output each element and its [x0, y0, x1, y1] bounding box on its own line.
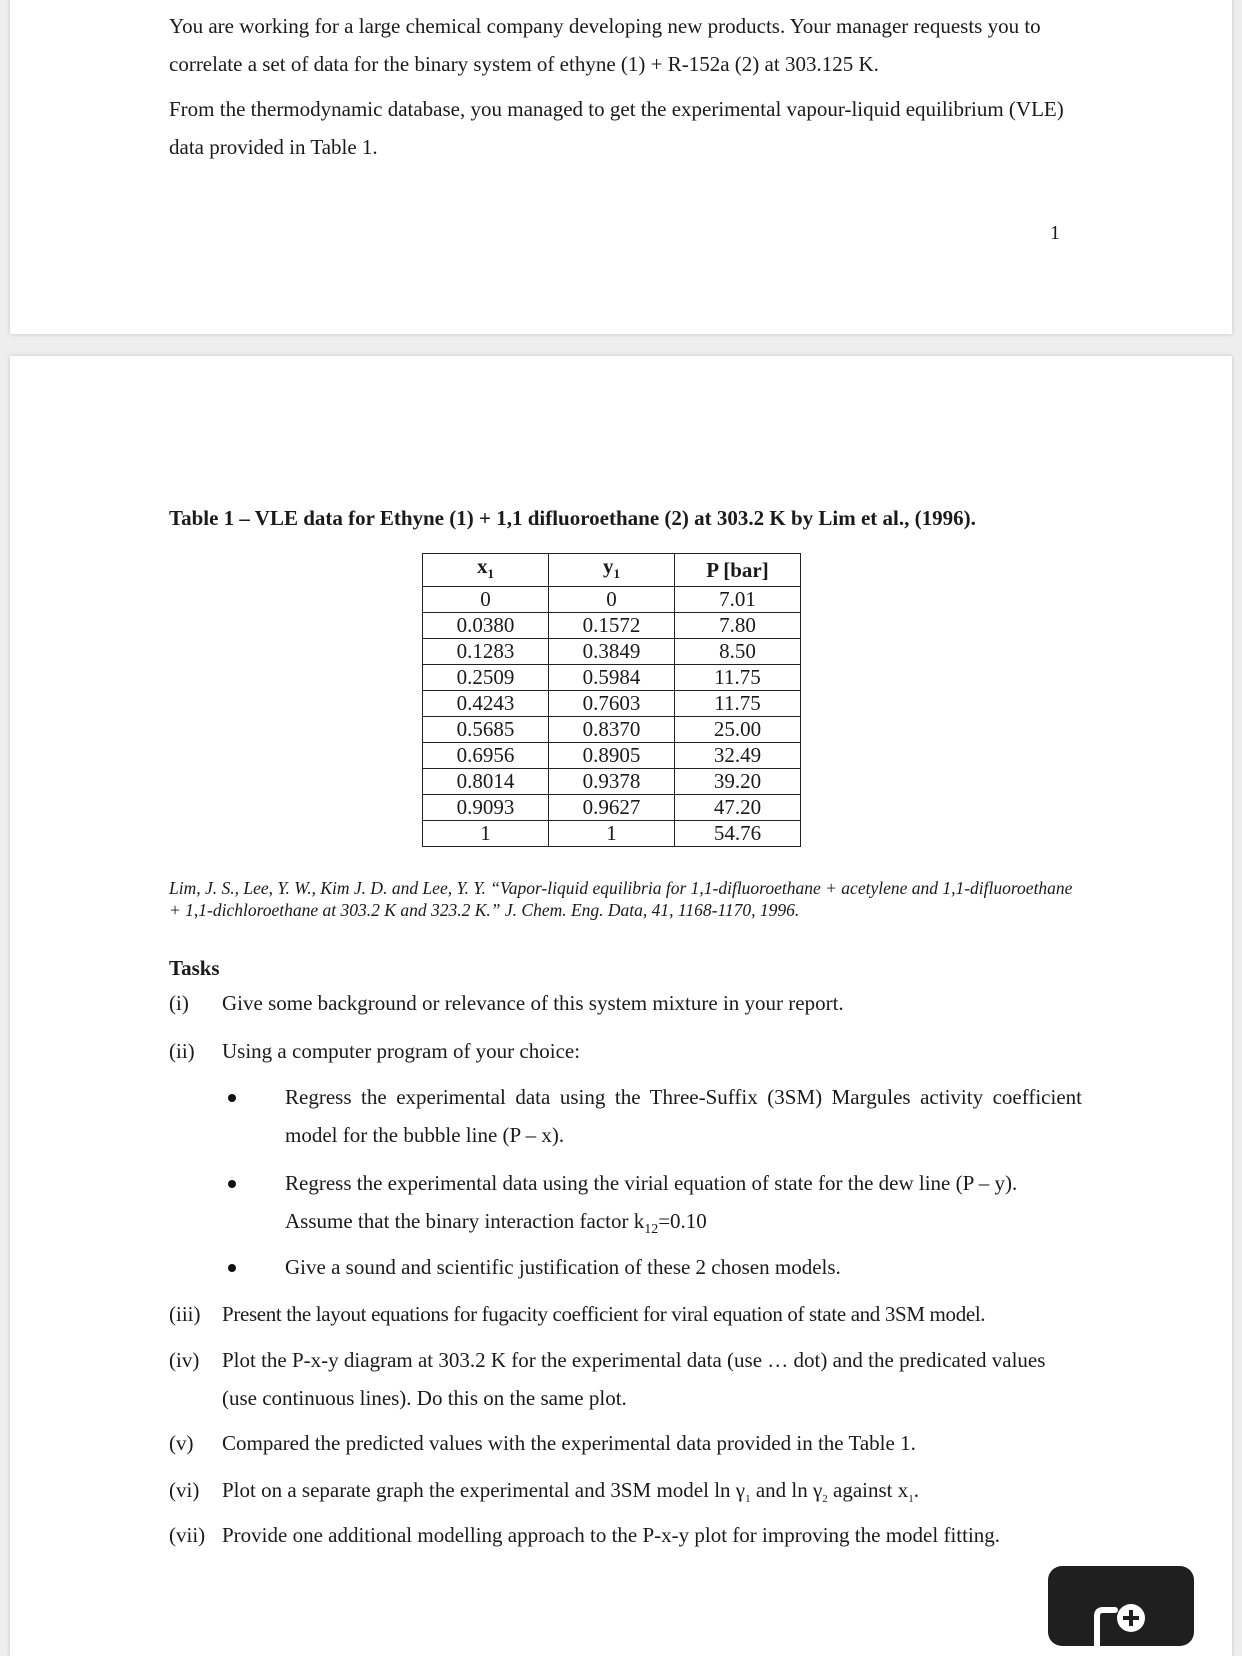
cell-x1: 0.0380 [423, 613, 549, 639]
tasks-heading: Tasks [169, 956, 220, 980]
table-row [423, 795, 801, 821]
cell-y1: 0.8905 [549, 743, 675, 769]
cell-x1: 0.4243 [423, 691, 549, 717]
cell-y1: 0.3849 [549, 639, 675, 665]
task-text: Compared the predicted values with the experimental data provided in the Table 1. [222, 1431, 916, 1455]
bullet-text: Regress the experimental data using the virial equation of state for the dew line (P – y). Assume that the binary interaction factor $k_{12}=0.10$ [285, 1171, 1018, 1238]
page-number: 1 [1050, 222, 1060, 244]
task-number: (vii) [169, 1523, 206, 1547]
cell-p: 8.50 [675, 639, 801, 665]
table-row [423, 665, 801, 691]
cell-x1: 0.1283 [423, 639, 549, 665]
task-text: Give some background or relevance of this system mixture in your report. [222, 991, 844, 1015]
cell-x1: 0.5685 [423, 717, 549, 743]
cell-x1: 0.9093 [423, 795, 549, 821]
task-number: (iii) [169, 1302, 201, 1326]
table-row [423, 639, 801, 665]
task-number: (ii) [169, 1039, 195, 1063]
database-text: From the thermodynamic database, you managed to get the experimental vapour-liquid equilibrium (VLE) data provided in Table 1. [169, 97, 1064, 159]
table-row [423, 717, 801, 743]
bullet-dot [228, 1094, 236, 1102]
cell-p: 11.75 [675, 665, 801, 691]
database-paragraph [169, 90, 1071, 166]
cell-p: 47.20 [675, 795, 801, 821]
task-text: Plot on a separate graph the experimental and 3SM model $\ln \gamma_1$ and $\ln \gamma_2$ against $x_1$. [222, 1478, 919, 1506]
cell-p: 11.75 [675, 691, 801, 717]
task-number: (i) [169, 991, 189, 1015]
bullet-dot [228, 1180, 236, 1188]
task-number: (iv) [169, 1348, 200, 1372]
cell-p: 7.80 [675, 613, 801, 639]
bullet-dot [228, 1264, 236, 1272]
task-text: Provide one additional modelling approach to the P-x-y plot for improving the model fitting. [222, 1523, 1001, 1547]
header-x1: $x_1$ [423, 554, 549, 587]
cell-y1: 0.1572 [549, 613, 675, 639]
cell-y1: 1 [549, 821, 675, 847]
task-text: Plot the P-x-y diagram at 303.2 K for the experimental data (use … dot) and the predicated values (use continuous lines). Do this on the same plot. [222, 1348, 1046, 1410]
task-text: Present the layout equations for fugacity coefficient for viral equation of state and 3SM model. [222, 1302, 986, 1326]
document-page-1 [10, 0, 1232, 334]
header-pressure: P [bar] [675, 554, 801, 587]
header-y1: $y_1$ [549, 554, 675, 587]
cell-p: 54.76 [675, 821, 801, 847]
cell-y1: 0 [549, 587, 675, 613]
document-page-2 [10, 356, 1232, 1656]
cell-x1: 0 [423, 587, 549, 613]
cell-y1: 0.7603 [549, 691, 675, 717]
add-icon [1093, 1602, 1149, 1646]
intro-paragraph [169, 7, 1071, 83]
table-title: Table 1 – VLE data for Ethyne (1) + 1,1 difluoroethane (2) at 303.2 K by Lim et al., (1996). [169, 506, 976, 530]
vle-data-table [422, 553, 801, 847]
table-row [423, 769, 801, 795]
table-row [423, 821, 801, 847]
cell-p: 25.00 [675, 717, 801, 743]
cell-x1: 0.6956 [423, 743, 549, 769]
cell-p: 7.01 [675, 587, 801, 613]
table-row [423, 587, 801, 613]
task-number: (vi) [169, 1478, 200, 1502]
table-row [423, 613, 801, 639]
cell-p: 39.20 [675, 769, 801, 795]
cell-x1: 1 [423, 821, 549, 847]
floating-action-button[interactable] [1048, 1566, 1194, 1646]
cell-y1: 0.9378 [549, 769, 675, 795]
cell-y1: 0.5984 [549, 665, 675, 691]
table-row [423, 743, 801, 769]
cell-x1: 0.8014 [423, 769, 549, 795]
intro-text: You are working for a large chemical company developing new products. Your manager requests you to correlate a set of data for the binary system of ethyne (1) + R-152a (2) at 303.125 K. [169, 14, 1041, 76]
table-header-row [423, 554, 801, 587]
bullet-text: Regress the experimental data using the Three-Suffix (3SM) Margules activity coefficient model for the bubble line (P – x). [285, 1085, 1082, 1147]
cell-y1: 0.8370 [549, 717, 675, 743]
task-number: (v) [169, 1431, 194, 1455]
bullet-text: Give a sound and scientific justification of these 2 chosen models. [285, 1255, 841, 1279]
table-row [423, 691, 801, 717]
cell-y1: 0.9627 [549, 795, 675, 821]
cell-p: 32.49 [675, 743, 801, 769]
cell-x1: 0.2509 [423, 665, 549, 691]
task-text: Using a computer program of your choice: [222, 1039, 581, 1063]
literature-reference: Lim, J. S., Lee, Y. W., Kim J. D. and Lee, Y. Y. “Vapor-liquid equilibria for 1,1-difluoroethane + acetylene and 1,1-difluoroethane + 1,1-dichloroethane at 303.2 K and 323.2 K.” J. Chem. Eng. Data, 41, 1168-1170, 1996. [169, 878, 1073, 920]
